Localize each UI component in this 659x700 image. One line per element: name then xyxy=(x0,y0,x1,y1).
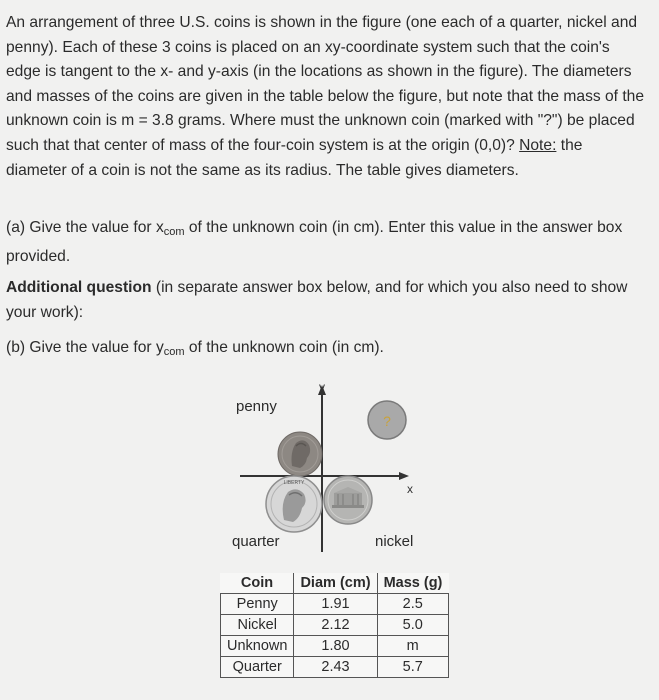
unknown-coin xyxy=(368,401,406,439)
table-header-row xyxy=(221,573,449,594)
part-a-pre: (a) Give the value for x xyxy=(6,219,164,236)
table-cell: Quarter xyxy=(221,657,294,678)
table-cell: m xyxy=(377,636,448,657)
quarter-coin-text: LIBERTY xyxy=(283,480,305,486)
table-cell: 1.80 xyxy=(294,636,377,657)
quarter-label: quarter xyxy=(232,533,280,550)
penny-label: penny xyxy=(236,398,277,415)
header-mass: Mass (g) xyxy=(377,573,448,594)
coin-data-table xyxy=(220,573,449,678)
table-cell: Nickel xyxy=(221,615,294,636)
table-row xyxy=(221,615,449,636)
y-axis-label: y xyxy=(319,380,325,394)
header-coin: Coin xyxy=(221,573,294,594)
nickel-label: nickel xyxy=(375,533,414,550)
part-a-subscript: com xyxy=(163,226,185,238)
table-cell: Unknown xyxy=(221,636,294,657)
x-axis-arrow-icon xyxy=(399,472,409,480)
table-cell: Penny xyxy=(221,594,294,615)
table-cell: 2.12 xyxy=(294,615,377,636)
table-row xyxy=(221,636,449,657)
note-label: Note: xyxy=(519,136,557,154)
unknown-coin-mark: ? xyxy=(383,413,391,429)
note-text: the diameter of a coin is not the same as its radius. The table gives diameters. xyxy=(6,136,583,179)
table-cell: 5.0 xyxy=(377,615,448,636)
additional-text: (in separate answer box below, and for which you also need to show your work): xyxy=(6,279,628,321)
header-diameter: Diam (cm) xyxy=(294,573,377,594)
additional-label: Additional question xyxy=(6,279,152,296)
table-cell: 1.91 xyxy=(294,594,377,615)
table-cell: 2.43 xyxy=(294,657,377,678)
quarter-coin xyxy=(266,476,322,532)
part-a-post: of the unknown coin (in cm). Enter this value in the answer box provided. xyxy=(6,219,623,265)
nickel-coin xyxy=(324,476,372,524)
part-b-pre: (b) Give the value for y xyxy=(6,339,164,356)
part-b-post: of the unknown coin (in cm). xyxy=(188,339,384,356)
table-cell: 5.7 xyxy=(377,657,448,678)
table-cell: 2.5 xyxy=(377,594,448,615)
table-row xyxy=(221,594,449,615)
table-row xyxy=(221,657,449,678)
part-b-subscript: com xyxy=(163,346,185,358)
intro-text: An arrangement of three U.S. coins is shown in the figure (one each of a quarter, nickel and penny). Each of these 3 coins is placed on an xy-coordinate system such that the coin's edge is tangent to the x- and y-axis (in the locations as shown in the figure). The diameters and masses of the coins are given in the table below the figure, but note that the mass of the unknown coin is m = 3.8 grams. Where must the unknown coin (marked with "?") be placed such that that center of mass of the four-coin system is at the origin (0,0)? xyxy=(6,14,645,154)
penny-coin xyxy=(278,432,322,476)
x-axis-label: x xyxy=(407,482,413,496)
